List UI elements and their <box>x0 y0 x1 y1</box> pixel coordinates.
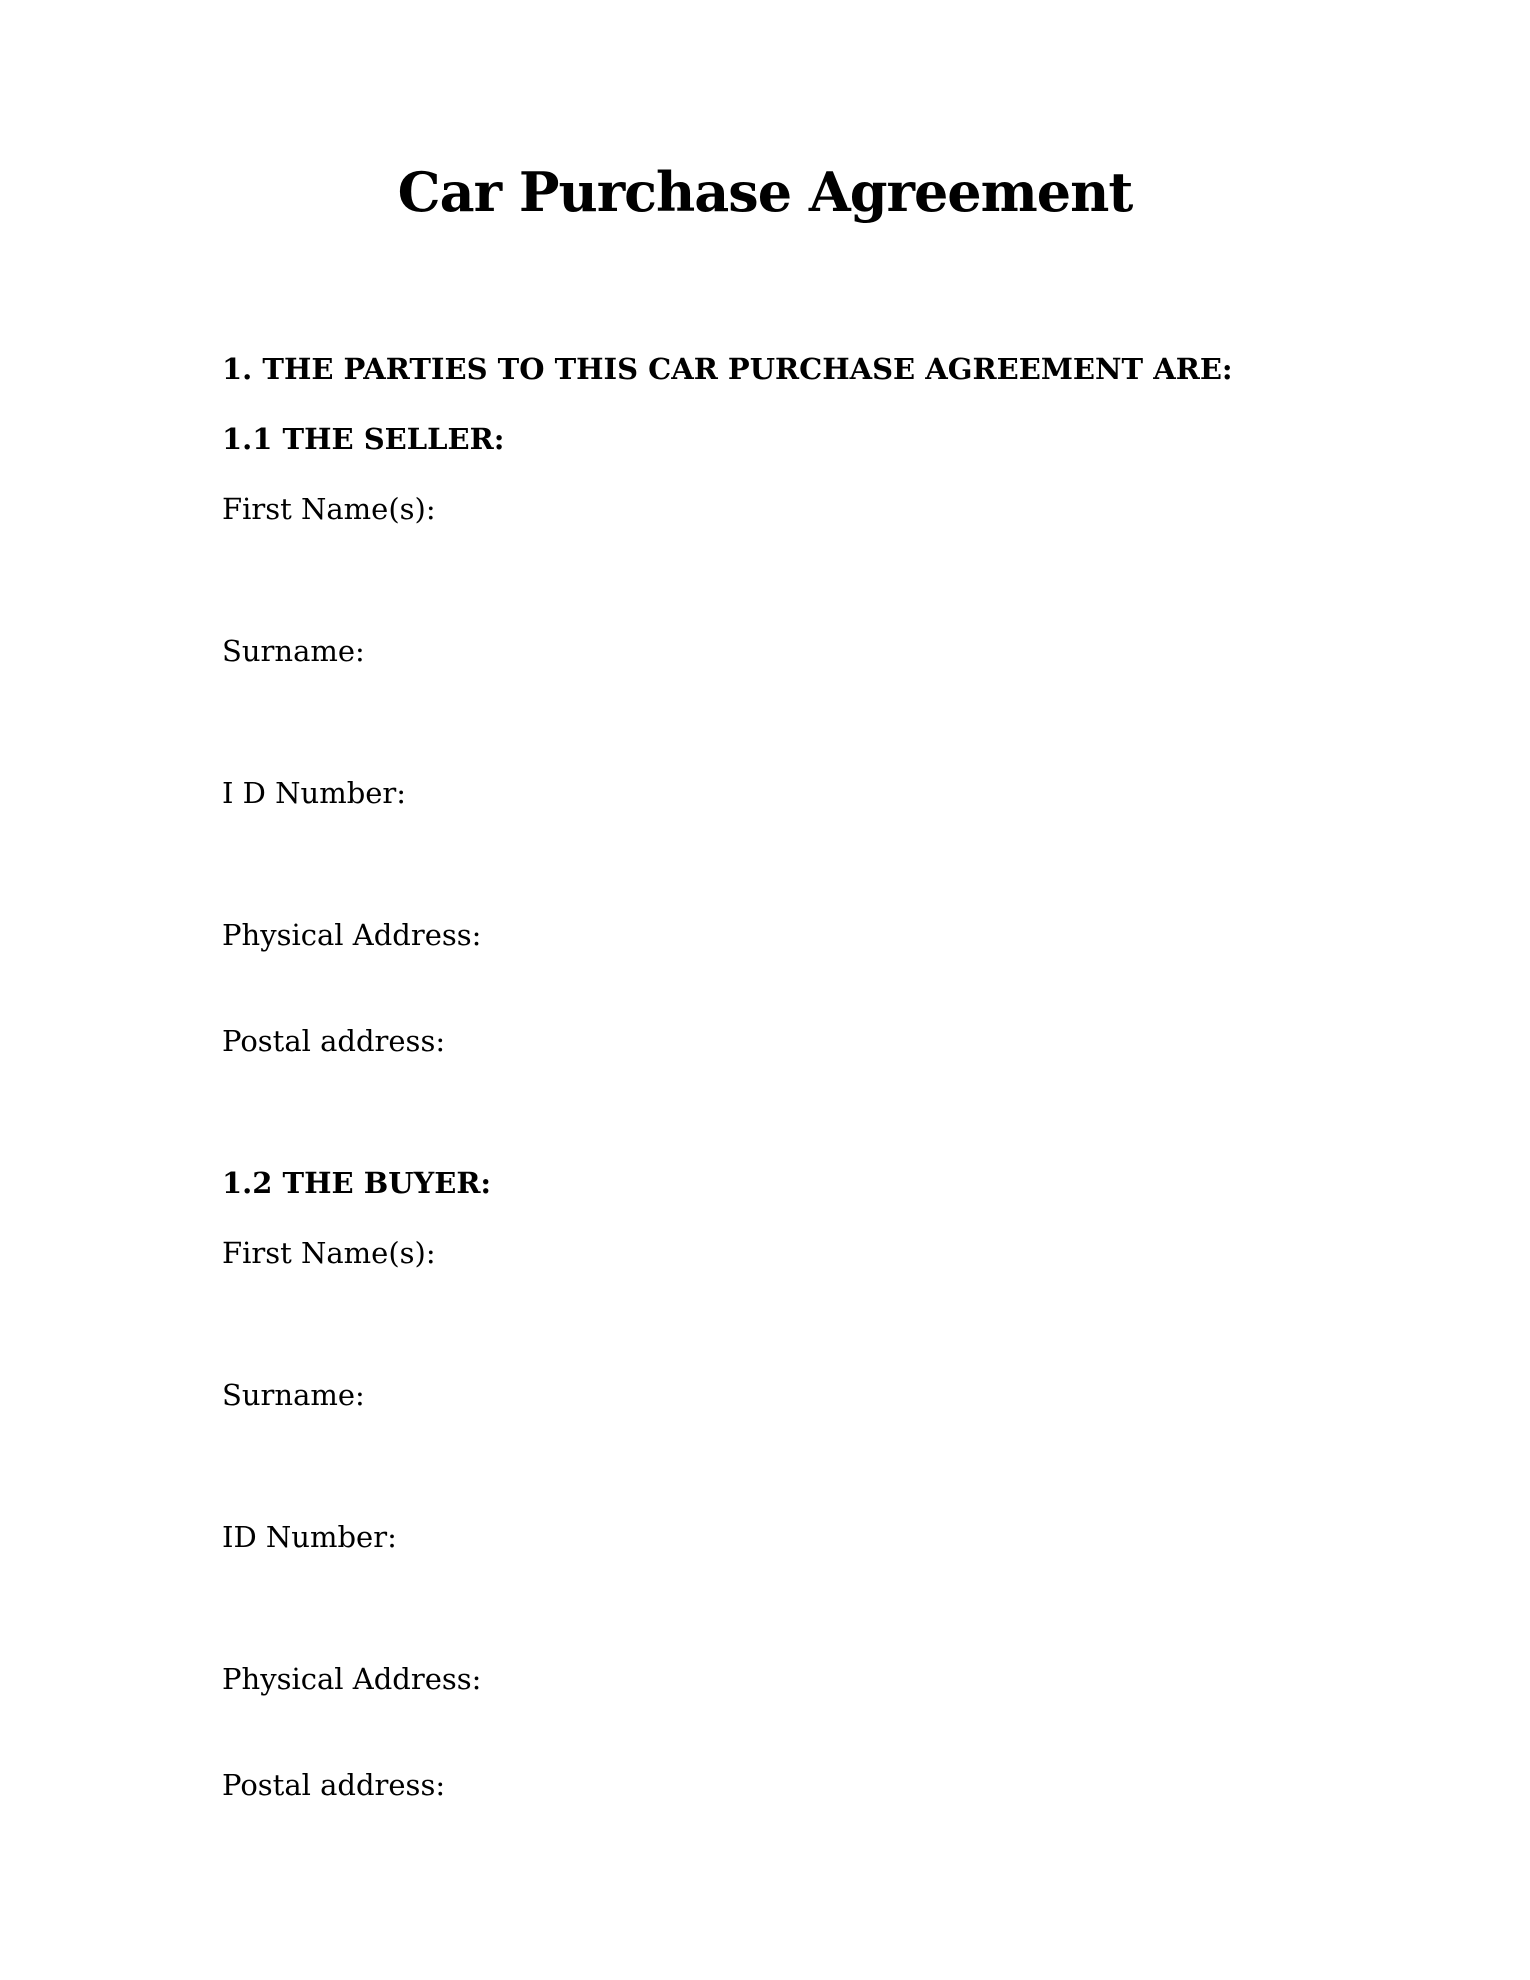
seller-surname-label: Surname: <box>222 634 365 668</box>
section-heading-parties: 1. THE PARTIES TO THIS CAR PURCHASE AGREEMENT ARE: <box>222 352 1233 386</box>
buyer-postal-address-label: Postal address: <box>222 1768 446 1802</box>
section-heading-buyer: 1.2 THE BUYER: <box>222 1166 492 1200</box>
buyer-surname-label: Surname: <box>222 1378 365 1412</box>
seller-id-number-label: I D Number: <box>222 776 407 810</box>
buyer-id-number-label: ID Number: <box>222 1520 397 1554</box>
buyer-first-name-label: First Name(s): <box>222 1236 436 1270</box>
section-heading-seller: 1.1 THE SELLER: <box>222 422 505 456</box>
document-title: Car Purchase Agreement <box>397 160 1133 224</box>
document-body <box>0 351 1530 1803</box>
buyer-physical-address-label: Physical Address: <box>222 1662 482 1696</box>
seller-physical-address-label: Physical Address: <box>222 918 482 952</box>
seller-first-name-label: First Name(s): <box>222 492 436 526</box>
seller-postal-address-label: Postal address: <box>222 1024 446 1058</box>
